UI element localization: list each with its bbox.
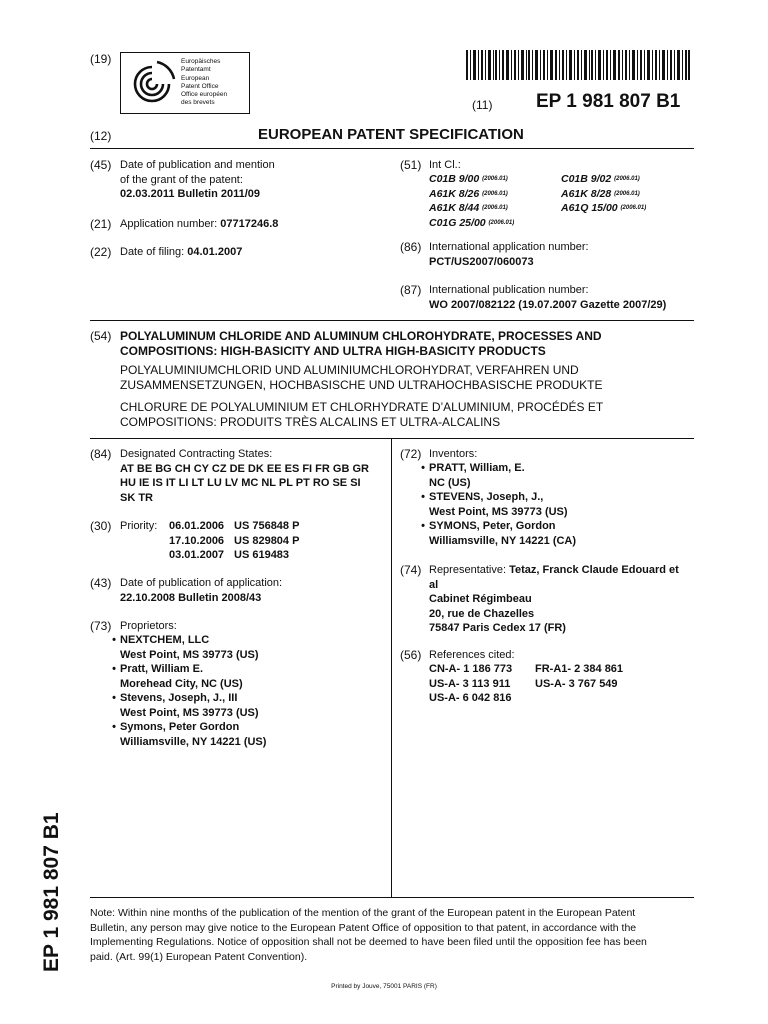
priority-number: US 829804 P xyxy=(234,534,300,547)
title-en-2: COMPOSITIONS: HIGH-BASICITY AND ULTRA HIGH-BASICITY PRODUCTS xyxy=(120,344,546,358)
inid-54: (54) xyxy=(90,329,112,343)
proprietors-list xyxy=(108,633,266,749)
reference: CN-A- 1 186 773 xyxy=(429,663,513,675)
reference: FR-A1- 2 384 861 xyxy=(535,663,624,675)
intcl-class: C01B 9/00 $^{(2006.01)}$ xyxy=(429,173,508,185)
list-item-address: Williamsville, NY 14221 (US) xyxy=(120,735,267,748)
office-name-de-1: Europäisches xyxy=(181,58,221,65)
list-item: • Symons, Peter Gordon xyxy=(108,720,266,735)
intl-application-label: International application number: xyxy=(429,241,589,253)
inventors-label: Inventors: xyxy=(429,448,478,460)
document-type-title: EUROPEAN PATENT SPECIFICATION xyxy=(258,126,524,143)
bullet-icon: • xyxy=(421,520,425,532)
reference: US-A- 3 767 549 xyxy=(535,677,618,690)
inid-11: (11) xyxy=(472,98,493,112)
application-number-label: Application number: xyxy=(120,218,218,230)
office-name-en-1: European xyxy=(181,74,210,82)
list-item-address: West Point, MS 39773 (US) xyxy=(120,706,259,719)
intl-application xyxy=(429,240,589,269)
column-divider xyxy=(391,438,392,897)
representative-line: 75847 Paris Cedex 17 (FR) xyxy=(429,622,566,634)
inid-86: (86) xyxy=(400,240,422,254)
designated-states xyxy=(120,447,369,505)
bullet-icon: • xyxy=(421,491,425,503)
representative-line: Cabinet Régimbeau xyxy=(429,593,532,605)
side-publication-number: EP 1 981 807 B1 xyxy=(40,812,63,972)
intcl-col-2 xyxy=(561,172,646,216)
grant-date-label-1: Date of publication and mention xyxy=(120,159,275,171)
epo-logo-icon xyxy=(127,59,177,109)
proprietors-label: Proprietors: xyxy=(120,620,177,632)
intcl-label: Int Cl.: xyxy=(429,159,461,171)
grant-date-section xyxy=(120,158,275,202)
intl-publication-value: WO 2007/082122 (19.07.2007 Gazette 2007/29) xyxy=(429,298,667,311)
references-col-1 xyxy=(429,662,512,706)
inventors-list xyxy=(417,461,576,548)
epo-logo-box xyxy=(120,52,250,114)
opposition-note xyxy=(90,906,694,964)
representative-line: al xyxy=(429,578,439,591)
inid-43: (43) xyxy=(90,576,112,590)
header-rule xyxy=(90,148,694,149)
bullet-icon: • xyxy=(112,721,116,733)
priority-date: 06.01.2006 xyxy=(169,520,225,532)
intcl-col-1 xyxy=(429,172,514,230)
note-line: Note: Within nine months of the publication of the mention of the grant of the European patent in the European Patent xyxy=(90,907,636,919)
note-line: Implementing Regulations. Notice of opposition shall not be deemed to have been filed until the opposition fee has been xyxy=(90,936,647,948)
inid-51: (51) xyxy=(400,158,422,172)
application-publication xyxy=(120,576,282,605)
intl-publication xyxy=(429,283,666,312)
references-col-2 xyxy=(535,662,623,691)
inid-84: (84) xyxy=(90,447,112,461)
list-item: • Stevens, Joseph, J., III xyxy=(108,691,266,706)
inid-12: (12) xyxy=(90,129,112,143)
intl-application-value: PCT/US2007/060073 xyxy=(429,255,534,268)
office-name-fr-2: des brevets xyxy=(181,99,215,107)
title-section xyxy=(120,329,603,430)
priority-number: US 619483 xyxy=(234,549,290,561)
filing-date xyxy=(120,245,242,260)
reference: US-A- 3 113 911 xyxy=(429,677,511,690)
printer-footer: Printed by Jouve, 75001 PARIS (FR) xyxy=(331,983,437,990)
intcl-class: A61K 8/28 $^{(2006.01)}$ xyxy=(561,187,640,200)
grant-date-label-2: of the grant of the patent: xyxy=(120,173,243,186)
title-de-2: ZUSAMMENSETZUNGEN, HOCHBASISCHE UND ULTRAHOCHBASISCHE PRODUKTE xyxy=(120,378,603,392)
office-names xyxy=(181,58,227,108)
inid-30: (30) xyxy=(90,519,112,533)
representative-line: 20, rue de Chazelles xyxy=(429,607,535,620)
rule-title-bottom xyxy=(90,438,694,439)
priority-label: Priority: xyxy=(120,520,158,532)
application-number-value: 07717246.8 xyxy=(220,218,279,230)
intcl-class: A61K 8/26 $^{(2006.01)}$ xyxy=(429,187,508,200)
inid-72: (72) xyxy=(400,447,422,461)
intcl-class: C01G 25/00 $^{(2006.01)}$ xyxy=(429,216,515,229)
inid-19: (19) xyxy=(90,52,112,66)
application-number xyxy=(120,217,278,232)
list-item-address: NC (US) xyxy=(429,476,471,489)
application-publication-value: 22.10.2008 Bulletin 2008/43 xyxy=(120,591,262,604)
inid-56: (56) xyxy=(400,648,422,662)
note-line: Bulletin, any person may give notice to the European Patent Office of opposition to that patent, in accordance with the xyxy=(90,921,637,934)
designated-states-line-3: SK TR xyxy=(120,491,153,504)
list-item-address: Williamsville, NY 14221 (CA) xyxy=(429,534,577,547)
list-item: • STEVENS, Joseph, J., xyxy=(417,490,576,505)
reference: US-A- 6 042 816 xyxy=(429,692,512,704)
rule-note xyxy=(90,897,694,898)
priority-date: 17.10.2006 xyxy=(169,534,225,547)
intcl-class: A61Q 15/00 $^{(2006.01)}$ xyxy=(561,202,647,214)
inid-22: (22) xyxy=(90,245,112,259)
intl-publication-label: International publication number: xyxy=(429,284,589,296)
representative xyxy=(429,563,679,636)
title-fr-2: COMPOSITIONS: PRODUITS TRÈS ALCALINS ET ULTRA-ALCALINS xyxy=(120,415,501,429)
list-item: • PRATT, William, E. xyxy=(417,461,576,476)
priority-numbers xyxy=(234,519,299,563)
office-name-fr-1: Office européen xyxy=(181,91,228,99)
inid-21: (21) xyxy=(90,217,112,231)
bullet-icon: • xyxy=(112,663,116,675)
list-item-address: West Point, MS 39773 (US) xyxy=(429,505,568,518)
intcl-class: C01B 9/02 $^{(2006.01)}$ xyxy=(561,173,640,185)
title-fr-1: CHLORURE DE POLYALUMINIUM ET CHLORHYDRATE D’ALUMINIUM, PROCÉDÉS ET xyxy=(120,400,604,414)
title-de-1: POLYALUMINIUMCHLORID UND ALUMINIUMCHLOROHYDRAT, VERFAHREN UND xyxy=(120,363,579,377)
title-en-1: POLYALUMINUM CHLORIDE AND ALUMINUM CHLOROHYDRATE, PROCESSES AND xyxy=(120,329,602,343)
filing-date-label: Date of filing: xyxy=(120,246,185,258)
list-item: • Pratt, William E. xyxy=(108,662,266,677)
bullet-icon: • xyxy=(421,462,425,474)
application-publication-label: Date of publication of application: xyxy=(120,577,283,589)
office-name-de-2: Patentamt xyxy=(181,66,211,74)
designated-states-label: Designated Contracting States: xyxy=(120,448,273,460)
intcl-class: A61K 8/44 $^{(2006.01)}$ xyxy=(429,202,508,214)
barcode-icon xyxy=(466,50,690,80)
rule-title-top xyxy=(90,320,694,321)
designated-states-line-1: AT BE BG CH CY CZ DE DK EE ES FI FR GB GR xyxy=(120,462,369,475)
grant-date-value: 02.03.2011 Bulletin 2011/09 xyxy=(120,188,261,200)
representative-name: Tetaz, Franck Claude Edouard et xyxy=(509,564,679,576)
representative-label: Representative: xyxy=(429,564,507,576)
publication-number: EP 1 981 807 B1 xyxy=(536,91,681,112)
list-item-address: West Point, MS 39773 (US) xyxy=(120,648,259,661)
office-name-en-2: Patent Office xyxy=(181,82,219,90)
priority-number: US 756848 P xyxy=(234,520,300,532)
list-item-address: Morehead City, NC (US) xyxy=(120,677,243,690)
designated-states-line-2: HU IE IS IT LI LT LU LV MC NL PL PT RO SE SI xyxy=(120,477,361,489)
note-line: paid. (Art. 99(1) European Patent Convention). xyxy=(90,950,308,963)
inid-73: (73) xyxy=(90,619,112,633)
list-item: • SYMONS, Peter, Gordon xyxy=(417,519,576,534)
references-label: References cited: xyxy=(429,649,515,661)
priority-date: 03.01.2007 xyxy=(169,549,225,561)
bullet-icon: • xyxy=(112,634,116,646)
inid-45: (45) xyxy=(90,158,112,172)
bullet-icon: • xyxy=(112,692,116,704)
inid-74: (74) xyxy=(400,563,422,577)
inid-87: (87) xyxy=(400,283,422,297)
filing-date-value: 04.01.2007 xyxy=(187,246,243,258)
list-item: • NEXTCHEM, LLC xyxy=(108,633,266,648)
priority-dates xyxy=(169,519,224,563)
